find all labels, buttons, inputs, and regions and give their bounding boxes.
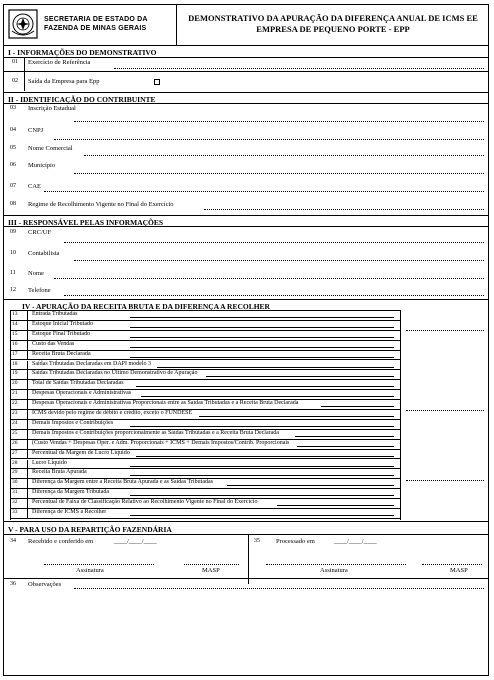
row-value-field[interactable] — [130, 515, 394, 516]
item-05-num: 05 — [10, 145, 16, 151]
section-3 — [4, 215, 488, 299]
logo-box — [4, 5, 177, 45]
row-label: Total de Saídas Tributadas Declaradas — [32, 380, 124, 387]
row-num: 14 — [12, 320, 18, 327]
total-field-2[interactable] — [406, 410, 484, 411]
row-label: Receita Bruta Declarada — [32, 350, 91, 357]
item-01-label: Exercício de Referência — [28, 59, 91, 66]
section-3-title: III - RESPONSÁVEL PELAS INFORMAÇÕES — [8, 218, 164, 227]
item-35-label: Processado em — [276, 538, 315, 545]
row-num: 31 — [12, 489, 18, 496]
item-04-field[interactable] — [54, 139, 484, 140]
epp-checkbox[interactable] — [154, 79, 160, 85]
row-value-field[interactable] — [277, 505, 394, 506]
table-row — [10, 311, 400, 321]
item-12-label: Telefone — [28, 287, 51, 294]
row-value-field[interactable] — [321, 406, 394, 407]
row-value-field[interactable] — [130, 317, 394, 318]
item-03-field[interactable] — [74, 121, 484, 122]
signature-right-field[interactable] — [266, 564, 406, 565]
form-page — [3, 4, 489, 676]
item-08-num: 08 — [10, 201, 16, 207]
form-header — [4, 5, 488, 46]
row-label: Percentual da Margem de Lucro Líquido — [32, 449, 130, 456]
table-row — [10, 351, 400, 361]
row-num: 17 — [12, 350, 18, 357]
row-value-field[interactable] — [130, 337, 394, 338]
section-2 — [4, 92, 488, 215]
row-value-field[interactable] — [130, 466, 394, 467]
row-num: 20 — [12, 380, 18, 387]
row-num: 13 — [12, 311, 18, 317]
row-value-field[interactable] — [130, 475, 394, 476]
row-value-field[interactable] — [295, 436, 394, 437]
row-value-field[interactable] — [130, 347, 394, 348]
signature-right-label: Assinatura — [320, 567, 348, 574]
table-row — [10, 430, 400, 440]
row-label: Saídas Tributadas Declaradas em DAPI modelo 3 — [32, 360, 151, 367]
table-row — [10, 440, 400, 450]
org-line-2: FAZENDA DE MINAS GERAIS — [44, 25, 147, 32]
row-label: Despesas Operacionais e Administrativas Proporcionais entre as Saídas Tributadas e a Receita Bruta Declarada — [32, 400, 299, 407]
item-11-num: 11 — [10, 270, 16, 276]
item-03-num: 03 — [10, 105, 16, 111]
observacoes-field[interactable] — [74, 588, 484, 589]
table-row — [10, 469, 400, 479]
item-11-field[interactable] — [54, 278, 484, 279]
item-12-field[interactable] — [64, 295, 484, 296]
row-value-field[interactable] — [157, 367, 394, 368]
table-row — [10, 509, 400, 519]
masp-right-field[interactable] — [422, 564, 482, 565]
item-36-num: 36 — [10, 581, 16, 587]
item-08-field[interactable] — [204, 209, 484, 210]
section-4 — [4, 299, 488, 521]
section-1 — [4, 46, 488, 92]
row-value-field[interactable] — [130, 426, 394, 427]
item-10-num: 10 — [10, 250, 16, 256]
row-value-field[interactable] — [130, 495, 394, 496]
row-label: Saídas Tributadas Declaradas no Último Demonstrativo de Apuração — [32, 370, 198, 377]
item-12-num: 12 — [10, 287, 16, 293]
row-num: 33 — [12, 509, 18, 515]
table-row — [10, 450, 400, 460]
item-34-date[interactable]: ____/____/____ — [114, 538, 157, 545]
row-num: 19 — [12, 370, 18, 377]
item-01-field[interactable] — [114, 68, 484, 69]
row-value-field[interactable] — [130, 327, 394, 328]
row-label: Despesas Operacionais e Administrativas — [32, 390, 132, 397]
form-title-line-1: DEMONSTRATIVO DA APURAÇÃO DA DIFERENÇA ANUAL DE ICMS EE — [188, 13, 478, 23]
row-num: 24 — [12, 419, 18, 426]
item-06-num: 06 — [10, 162, 16, 168]
item-35-num: 35 — [254, 538, 260, 544]
row-value-field[interactable] — [297, 446, 394, 447]
masp-left-label: MASP — [202, 567, 220, 574]
item-07-field[interactable] — [44, 191, 484, 192]
row-label: (Custo Vendas + Despesas Oper. e Adm. Proporcionais + ICMS + Demais Impostos/Contrib. Proporcionais — [32, 439, 290, 446]
signature-left-label: Assinatura — [76, 567, 104, 574]
row-num: 30 — [12, 479, 18, 486]
item-01-num: 01 — [12, 59, 18, 65]
row-num: 23 — [12, 410, 18, 416]
section-1-title: I - INFORMAÇÕES DO DEMONSTRATIVO — [8, 48, 157, 57]
table-row — [10, 479, 400, 489]
row-num: 21 — [12, 390, 18, 397]
section-4-title: IV - APURAÇÃO DA RECEITA BRUTA E DA DIFERENÇA A RECOLHER — [22, 302, 270, 311]
row-label: Receita Bruta Apurada — [32, 469, 87, 476]
item-08-label: Regime de Recolhimento Vigente no Final do Exercício — [28, 201, 174, 208]
item-10-label: Contabilista — [28, 250, 60, 257]
item-36-label: Observações — [28, 581, 62, 588]
table-row — [10, 489, 400, 499]
item-35-date[interactable]: ____/____/____ — [334, 538, 377, 545]
masp-left-field[interactable] — [184, 564, 239, 565]
item-09-label: CRC/UF — [28, 229, 52, 236]
row-value-field[interactable] — [227, 485, 394, 486]
row-label: Lucro Líquido — [32, 459, 67, 466]
table-row — [10, 380, 400, 390]
row-value-field[interactable] — [206, 376, 394, 377]
row-label: Percentual de Faixa de Classificação Relativo ao Recolhimento Vigente no Final do Exercício — [32, 499, 258, 506]
table-row — [10, 400, 400, 410]
item-03-label: Inscrição Estadual — [28, 105, 76, 112]
row-num: 25 — [12, 429, 18, 436]
row-num: 32 — [12, 499, 18, 506]
item-05-label: Nome Comercial — [28, 145, 73, 152]
org-name — [44, 15, 148, 33]
form-title — [180, 13, 486, 35]
row-label: Entrada Tributadas — [32, 311, 78, 317]
row-label: Diferença da Margem Tributada — [32, 489, 110, 496]
row-num: 28 — [12, 459, 18, 466]
table-row — [10, 410, 400, 420]
item-04-label: CNPJ — [28, 127, 44, 134]
row-label: Estoque Inicial Tributado — [32, 320, 93, 327]
table-row — [10, 420, 400, 430]
row-num: 26 — [12, 439, 18, 446]
table-row — [10, 499, 400, 509]
row-label: Estoque Final Tributado — [32, 330, 91, 337]
item-34-num: 34 — [10, 538, 16, 544]
item-02-label: Saída da Empresa para Epp — [28, 78, 100, 85]
org-line-1: SECRETARIA DE ESTADO DA — [44, 16, 148, 23]
table-row — [10, 390, 400, 400]
total-field-3[interactable] — [406, 480, 484, 481]
form-title-line-2: EMPRESA DE PEQUENO PORTE - EPP — [256, 24, 410, 34]
row-label: Diferença da Margem entre a Receita Bruta Apurada e as Saídas Tributadas — [32, 479, 213, 486]
item-06-label: Município — [28, 162, 56, 169]
item-05-field[interactable] — [84, 155, 484, 156]
row-value-field[interactable] — [130, 357, 394, 358]
row-value-field[interactable] — [199, 416, 394, 417]
table-row — [10, 361, 400, 371]
item-11-label: Nome — [28, 270, 44, 277]
section-5-title: V - PARA USO DA REPARTIÇÃO FAZENDÁRIA — [8, 525, 172, 534]
masp-right-label: MASP — [450, 567, 468, 574]
total-field-1[interactable] — [406, 330, 484, 331]
table-row — [10, 460, 400, 470]
signature-left-field[interactable] — [44, 564, 154, 565]
row-label: ICMS devido pelo regime de débito e crédito, exceto o FUNDESE — [32, 410, 193, 416]
row-num: 22 — [12, 400, 18, 407]
table-row — [10, 321, 400, 331]
row-num: 29 — [12, 469, 18, 476]
row-label: Demais Impostos e Contribuições — [32, 419, 114, 426]
row-value-field[interactable] — [136, 386, 394, 387]
item-09-field[interactable] — [64, 242, 484, 243]
item-06-field[interactable] — [74, 173, 484, 174]
row-num: 18 — [12, 360, 18, 367]
item-07-label: CAE — [28, 183, 41, 190]
item-10-field[interactable] — [74, 260, 484, 261]
table-row — [10, 370, 400, 380]
row-num: 16 — [12, 340, 18, 347]
table-row — [10, 341, 400, 351]
item-07-num: 07 — [10, 183, 16, 189]
row-num: 27 — [12, 449, 18, 456]
row-value-field[interactable] — [136, 456, 394, 457]
section-5 — [4, 521, 488, 675]
item-34-label: Recebido e conferido em — [28, 538, 94, 545]
section-2-title: II - IDENTIFICAÇÃO DO CONTRIBUINTE — [8, 95, 156, 104]
row-value-field[interactable] — [141, 396, 394, 397]
row-label: Diferença de ICMS a Recolher — [32, 509, 107, 515]
state-seal-icon — [8, 9, 38, 39]
item-04-num: 04 — [10, 127, 16, 133]
item-09-num: 09 — [10, 229, 16, 235]
row-label: Custo das Vendas — [32, 340, 75, 347]
item-02-num: 02 — [12, 78, 18, 84]
row-num: 15 — [12, 330, 18, 337]
table-row — [10, 331, 400, 341]
row-label: Demais Impostos e Contribuições proporcionalmente as Saídas Tributadas e a Receita Bruta Declarada — [32, 429, 279, 436]
